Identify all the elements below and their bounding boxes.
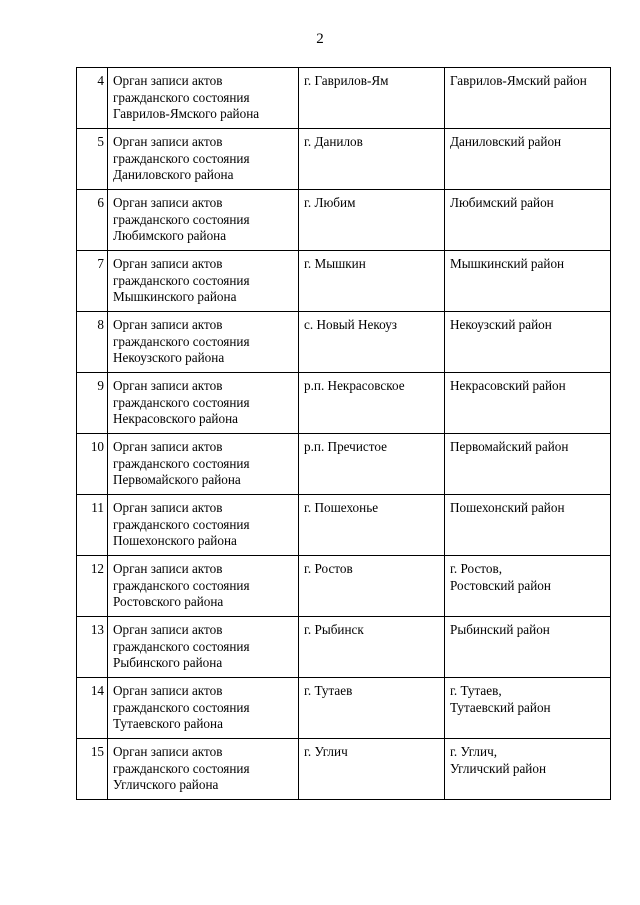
service-territory	[445, 68, 611, 129]
row-number: 12	[77, 556, 108, 617]
registry-office-name	[108, 617, 299, 678]
office-name-line: Орган записи актов	[113, 622, 223, 637]
office-location: р.п. Некрасовское	[299, 373, 445, 434]
office-name-line: Мышкинского района	[113, 289, 237, 304]
territory-line: Рыбинский район	[450, 622, 550, 637]
row-number: 9	[77, 373, 108, 434]
table-row	[77, 251, 611, 312]
row-number: 4	[77, 68, 108, 129]
office-name-line: Орган записи актов	[113, 683, 223, 698]
registry-office-name	[108, 190, 299, 251]
office-name-line: гражданского состояния	[113, 394, 250, 410]
service-territory	[445, 495, 611, 556]
registry-table-body	[77, 68, 611, 800]
office-name-line: Орган записи актов	[113, 439, 223, 454]
table-row	[77, 434, 611, 495]
office-name-line: Даниловского района	[113, 167, 234, 182]
registry-office-name	[108, 495, 299, 556]
registry-office-name	[108, 739, 299, 800]
office-location: с. Новый Некоуз	[299, 312, 445, 373]
service-territory	[445, 190, 611, 251]
office-name-line: Любимского района	[113, 228, 227, 243]
table-row	[77, 556, 611, 617]
office-name-line: гражданского состояния	[113, 638, 250, 654]
office-name-line: гражданского состояния	[113, 455, 250, 471]
registry-office-name	[108, 129, 299, 190]
service-territory	[445, 129, 611, 190]
service-territory	[445, 251, 611, 312]
registry-office-name	[108, 373, 299, 434]
office-name-line: Орган записи актов	[113, 195, 223, 210]
table-row	[77, 617, 611, 678]
row-number: 5	[77, 129, 108, 190]
office-name-line: Некоузского района	[113, 350, 225, 365]
office-name-line: гражданского состояния	[113, 577, 250, 593]
registry-office-name	[108, 251, 299, 312]
office-name-line: Первомайского района	[113, 472, 241, 487]
table-row	[77, 129, 611, 190]
table-row	[77, 495, 611, 556]
office-location: г. Рыбинск	[299, 617, 445, 678]
territory-line: Тутаевский район	[450, 699, 551, 715]
office-location: г. Углич	[299, 739, 445, 800]
office-name-line: гражданского состояния	[113, 516, 250, 532]
table-row	[77, 739, 611, 800]
office-location: г. Любим	[299, 190, 445, 251]
office-name-line: гражданского состояния	[113, 333, 250, 349]
office-name-line: Рыбинского района	[113, 655, 223, 670]
territory-line: Ростовский район	[450, 577, 551, 593]
office-name-line: Ростовского района	[113, 594, 224, 609]
table-row	[77, 312, 611, 373]
office-name-line: гражданского состояния	[113, 89, 250, 105]
office-name-line: Орган записи актов	[113, 500, 223, 515]
registry-office-name	[108, 556, 299, 617]
page-number: 2	[316, 31, 324, 47]
territory-line: Мышкинский район	[450, 256, 565, 271]
table-row	[77, 678, 611, 739]
territory-line: Первомайский район	[450, 439, 569, 454]
office-name-line: гражданского состояния	[113, 699, 250, 715]
territory-line: Угличский район	[450, 760, 547, 776]
service-territory	[445, 556, 611, 617]
registry-office-name	[108, 678, 299, 739]
office-name-line: Орган записи актов	[113, 134, 223, 149]
office-location: г. Тутаев	[299, 678, 445, 739]
territory-line: Любимский район	[450, 195, 554, 210]
office-name-line: Орган записи актов	[113, 317, 223, 332]
office-name-line: Орган записи актов	[113, 561, 223, 576]
office-location: г. Данилов	[299, 129, 445, 190]
office-name-line: гражданского состояния	[113, 150, 250, 166]
office-location: г. Гаврилов-Ям	[299, 68, 445, 129]
service-territory	[445, 678, 611, 739]
office-name-line: Тутаевского района	[113, 716, 223, 731]
territory-line: Некрасовский район	[450, 378, 566, 393]
service-territory	[445, 434, 611, 495]
office-name-line: Пошехонского района	[113, 533, 237, 548]
office-name-line: Угличского района	[113, 777, 219, 792]
territory-line: Даниловский район	[450, 134, 562, 149]
table-row	[77, 373, 611, 434]
territory-line: Некоузский район	[450, 317, 552, 332]
office-name-line: Орган записи актов	[113, 256, 223, 271]
office-location: г. Мышкин	[299, 251, 445, 312]
registry-office-name	[108, 68, 299, 129]
office-name-line: Гаврилов-Ямского района	[113, 106, 260, 121]
service-territory	[445, 312, 611, 373]
table-row	[77, 68, 611, 129]
row-number: 15	[77, 739, 108, 800]
row-number: 14	[77, 678, 108, 739]
row-number: 7	[77, 251, 108, 312]
office-name-line: Некрасовского района	[113, 411, 238, 426]
territory-line: Пошехонский район	[450, 500, 565, 515]
office-name-line: гражданского состояния	[113, 211, 250, 227]
territory-line: г. Углич,	[450, 744, 497, 759]
row-number: 8	[77, 312, 108, 373]
registry-office-name	[108, 312, 299, 373]
registry-table	[76, 67, 611, 800]
service-territory	[445, 373, 611, 434]
office-name-line: Орган записи актов	[113, 378, 223, 393]
row-number: 6	[77, 190, 108, 251]
row-number: 11	[77, 495, 108, 556]
territory-line: г. Ростов,	[450, 561, 503, 576]
table-row	[77, 190, 611, 251]
office-name-line: гражданского состояния	[113, 760, 250, 776]
office-location: г. Пошехонье	[299, 495, 445, 556]
office-name-line: Орган записи актов	[113, 744, 223, 759]
office-name-line: Орган записи актов	[113, 73, 223, 88]
territory-line: Гаврилов-Ямский район	[450, 73, 587, 88]
row-number: 10	[77, 434, 108, 495]
territory-line: г. Тутаев,	[450, 683, 502, 698]
service-territory	[445, 617, 611, 678]
service-territory	[445, 739, 611, 800]
office-location: р.п. Пречистое	[299, 434, 445, 495]
row-number: 13	[77, 617, 108, 678]
office-name-line: гражданского состояния	[113, 272, 250, 288]
registry-office-name	[108, 434, 299, 495]
office-location: г. Ростов	[299, 556, 445, 617]
